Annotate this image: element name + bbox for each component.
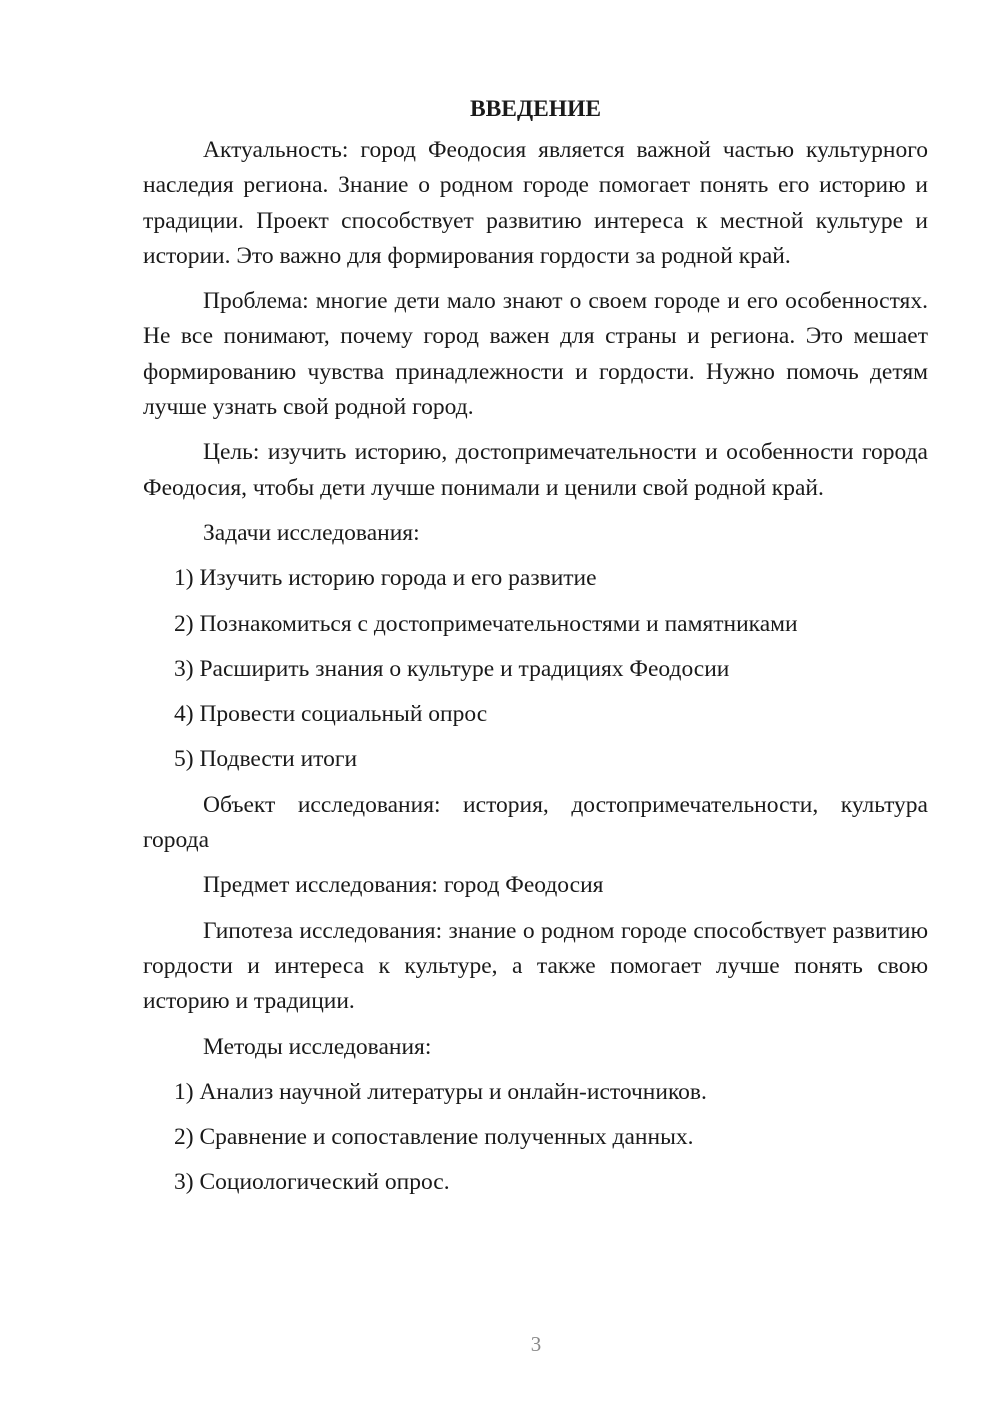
- tasks-heading: Задачи исследования:: [203, 519, 420, 546]
- task-item: 4) Провести социальный опрос: [174, 701, 488, 728]
- method-item: 2) Сравнение и сопоставление полученных данных.: [174, 1124, 694, 1151]
- goal-paragraph: Цель: изучить историю, достопримечательности и особенности города Феодосия, чтобы дети лучше понимали и ценили свой родной край.: [143, 439, 928, 501]
- relevance-paragraph: Актуальность: город Феодосия является важной частью культурного наследия региона. Знание о родном городе помогает понять его историю и традиции. Проект способствует развитию интереса к местной культуре и истории. Это важно для формирования гордости за родной край.: [143, 137, 928, 269]
- subject-line: Предмет исследования: город Феодосия: [203, 872, 604, 899]
- methods-heading: Методы исследования:: [203, 1033, 432, 1060]
- task-item: 1) Изучить историю города и его развитие: [174, 565, 597, 592]
- object-paragraph: Объект исследования: история, достопримечательности, культура города: [143, 791, 928, 854]
- hypothesis-paragraph: Гипотеза исследования: знание о родном городе способствует развитию гордости и интереса к культуре, а также помогает лучше понять свою историю и традиции.: [143, 917, 928, 1015]
- task-item: 3) Расширить знания о культуре и традициях Феодосии: [174, 655, 730, 682]
- task-item: 5) Подвести итоги: [174, 746, 358, 773]
- method-item: 3) Социологический опрос.: [174, 1169, 450, 1196]
- problem-paragraph: Проблема: многие дети мало знают о своем городе и его особенностях. Не все понимают, почему город важен для страны и региона. Это мешает формированию чувства принадлежности и гордости. Нужно помочь детям лучше узнать свой родной город.: [143, 288, 928, 421]
- document-body: [143, 92, 928, 1211]
- task-item: 2) Познакомиться с достопримечательностями и памятниками: [174, 610, 798, 637]
- section-title: ВВЕДЕНИЕ: [469, 96, 602, 122]
- method-item: 1) Анализ научной литературы и онлайн-источников.: [174, 1078, 707, 1105]
- page-number: 3: [530, 1332, 542, 1356]
